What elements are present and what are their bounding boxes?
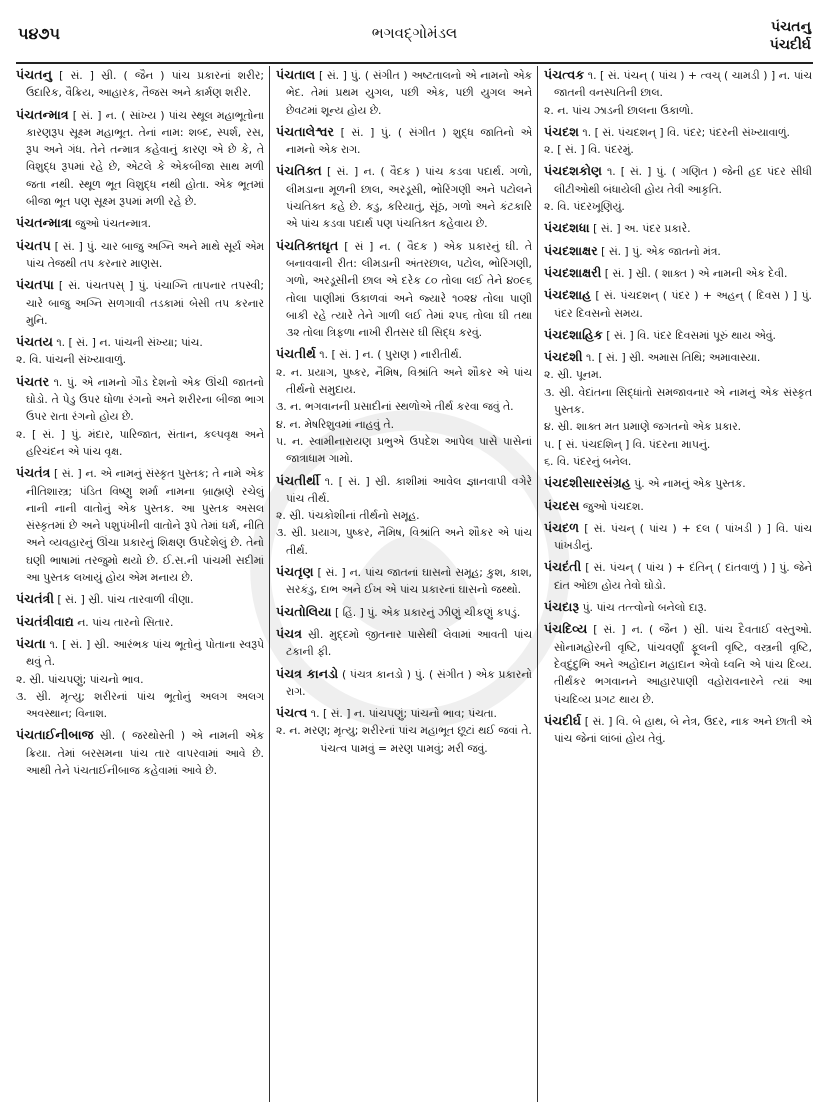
dictionary-entry xyxy=(276,472,532,559)
dictionary-entry xyxy=(544,326,812,344)
entry-headword: પંચદળ xyxy=(544,519,580,535)
column-1 xyxy=(16,66,264,1106)
entry-definition: [ સં. ] પું. ( સંગીત ) શુદ્ધ જાતિનો એ નામનો એક રાગ. xyxy=(286,125,532,157)
entry-headword: પંચતય xyxy=(16,334,53,350)
column-divider xyxy=(537,66,538,1102)
dictionary-entry xyxy=(544,162,812,215)
dictionary-entry xyxy=(276,563,532,599)
entry-definition: [ સં. પંચન્ ( પાંચ ) + દંતિન્ ( દાંતવાળું ) ] પું. જેને દાંત ઓછા હોય તેવો ઘોડો. xyxy=(554,561,812,592)
page-title: ભગવદ્ગોમંડલ xyxy=(371,24,458,42)
dictionary-entry xyxy=(16,66,264,102)
entry-headword: પંચત્ર xyxy=(276,625,302,641)
entry-definition: [ સં. ] પું. ચાર બાજુ અગ્નિ અને માથે સૂર્ય એમ પાંચ તેજથી તપ કરનાર માણસ. xyxy=(26,239,264,270)
header-divider xyxy=(16,62,813,64)
entry-definition: સ્રી. ( જરથોસ્તી ) એ નામની એક ક્રિયા. તેમાં બરસમના પાંચ તાર વાપરવામાં આવે છે. આથી તેને પંચતાઈનીબાજ કહેવામાં આવે છે. xyxy=(26,729,264,777)
entry-definition: ૧. [ સં. ] સ્રી. કાશીમાં આવેલ જ્ઞાનવાપી વગેરે પાંચ તીર્થ. xyxy=(286,474,532,505)
entry-headword: પંચદશાક્ષરી xyxy=(544,264,602,280)
dictionary-entry xyxy=(16,333,264,369)
entry-headword: પંચતંત્રી xyxy=(16,591,54,607)
page-number: ૫૪૭૫ xyxy=(18,24,61,43)
entry-sense: ૩. ન. ભગવાનની પ્રસાદીનાં સ્થળોએ તીર્થ કરવા જવું તે. xyxy=(276,400,514,414)
dictionary-entry xyxy=(544,474,812,492)
dictionary-entry xyxy=(16,106,264,211)
dictionary-entry xyxy=(16,590,264,608)
entry-sense: ૨. સ્રી. પૂનમ. xyxy=(544,368,603,382)
entry-headword: પંચદશકોણ xyxy=(544,163,603,179)
dictionary-entry xyxy=(16,635,264,722)
entry-headword: પંચતપ xyxy=(16,237,51,253)
dictionary-entry xyxy=(16,726,264,779)
dictionary-entry xyxy=(544,558,812,594)
entry-definition: [ સં. ] સ્રી. ( શાક્ત ) એ નામની એક દેવી. xyxy=(601,266,788,280)
entry-definition: [ સં. ] ન. પાંચ જાતનાં ઘાસનો સમૂહ; કુશ, કાશ, સરકંડુ, દાભ અને ઈખ એ પાંચ પ્રકારનાં ઘાસનો જથ્થો. xyxy=(286,566,532,597)
entry-definition: ૧. [ સં. ] ન. ( પુરાણ ) નારીતીર્થ. xyxy=(315,348,462,362)
dictionary-entry xyxy=(16,214,264,232)
entry-definition: ૧. [ સં. ] ન. પાંચની સંખ્યા; પાંચ. xyxy=(52,336,203,350)
dictionary-entry xyxy=(276,603,532,621)
dictionary-entry xyxy=(544,264,812,282)
entry-headword: પંચદશધા xyxy=(544,220,590,236)
entry-definition: ૧. [ સં. પંચદશન્ ] વિ. પંદર; પંદરની સંખ્યાવાળું. xyxy=(579,125,790,139)
entry-definition: ૧. [ સં. ] પું. ( ગણિત ) જેની હદ પંદર સીધી લીટીઓથી બંધાયેલી હોય તેવી આકૃતિ. xyxy=(554,165,812,196)
guide-words xyxy=(770,18,811,54)
entry-definition: [ સં. ] સ્રી. ( જૈન ) પાંચ પ્રકારનાં શરીર; ઉદારિક, વૈક્રિય, આહારક, તૈજસ અને કાર્મણ શરીર. xyxy=(26,69,264,100)
entry-definition: ૧. [ સં. ] સ્રી. આરંભક પાંચ ભૂતોનું પોતાના સ્વરૂપે થવું તે. xyxy=(26,637,264,669)
dictionary-entry xyxy=(276,123,532,159)
guide-word-first: પંચતનુ xyxy=(771,19,811,35)
guide-word-last: પંચદીર્ઘ xyxy=(769,37,811,53)
entry-sense: ૩. સ્રી. મૃત્યુ; શરીરનાં પાંચ ભૂતોનું અલગ અલગ અવસ્થાન; વિનાશ. xyxy=(16,689,264,721)
dictionary-entry xyxy=(544,348,812,470)
entry-headword: પંચદશાક્ષર xyxy=(544,242,598,258)
entry-sense: ૬. વિ. પંદરનું બનેલ. xyxy=(544,454,632,468)
entry-sense: ૨. ન. પાંચ ઝાડની છાલના ઉકાળો. xyxy=(544,103,694,117)
dictionary-entry xyxy=(544,712,812,748)
entry-definition: ( પંચત્ર કાનડો ) પું. ( સંગીત ) એક પ્રકારનો રાગ. xyxy=(286,667,532,698)
dictionary-entry xyxy=(544,242,812,260)
entry-headword: પંચતંત્રીવાદ્ય xyxy=(16,613,74,629)
dictionary-entry xyxy=(544,519,812,555)
entry-headword: પંચદંતી xyxy=(544,559,582,575)
entry-definition: [ સં. ] વિ. બે હાથ, બે નેત્ર, ઉદર, નાક અને છાતી એ પાંચ જેનાં લાંબાં હોય તેવું. xyxy=(554,714,812,746)
entry-headword: પંચતપા xyxy=(16,277,54,293)
entry-headword: પંચદશી xyxy=(544,349,583,365)
entry-definition: પું. એ નામનું એક પુસ્તક. xyxy=(630,477,746,491)
entry-headword: પંચતીર્થી xyxy=(276,472,320,488)
entry-definition: [ સં. ] અ. પંદર પ્રકારે. xyxy=(589,222,691,236)
entry-sense: ૨. ન. મરણ; મૃત્યુ; શરીરનાં પાંચ મહાભૂત છૂટાં થઈ જવાં તે. xyxy=(276,724,532,738)
entry-headword: પંચતિક્ત xyxy=(276,163,322,179)
entry-sense: ૨. સ્રી. પાંચપણું; પાંચનો ભાવ. xyxy=(16,672,144,686)
entry-headword: પંચતિક્તઘૃત xyxy=(276,237,339,253)
entry-headword: પંચતીર્થ xyxy=(276,346,316,362)
entry-headword: પંચતંત્ર xyxy=(16,465,51,481)
entry-headword: પંચતાલ xyxy=(276,67,316,82)
entry-headword: પંચત્ર કાનડો xyxy=(276,665,339,681)
entry-sense: ૨. [ સં. ] વિ. પંદરમું. xyxy=(544,143,634,157)
dictionary-entry xyxy=(276,704,532,757)
entry-definition: [ સં. ] પું. ( સંગીત ) અષ્ટતાલનો એ નામનો એક ભેદ. તેમાં પ્રથમ યુગલ, પછી એક, પછી યુગલ અને છેવટમાં શૂન્ય હોય છે. xyxy=(286,69,532,117)
dictionary-entry xyxy=(276,162,532,232)
entry-sense: ૫. ન. સ્વામીનારાયણ પ્રભુએ ઉપદેશ આપેલ પાસે પાસેનાં જાત્રાધામ ગામો. xyxy=(276,434,532,466)
entry-headword: પંચદશ xyxy=(544,123,579,139)
entry-headword: પંચતા xyxy=(16,635,46,651)
entry-headword: પંચદશાહિક xyxy=(544,326,603,342)
dictionary-entry xyxy=(544,620,812,707)
entry-sense: ૨. સ્રી. પંચકોશીનાં તીર્થનો સમૂહ. xyxy=(276,509,420,523)
entry-headword: પંચદશાહ xyxy=(544,287,592,303)
dictionary-entry xyxy=(544,598,812,616)
entry-definition: [ સં. પંચન્ ( પાંચ ) + દલ ( પાંખડી ) ] વિ. પાંચ પાંખડીનું. xyxy=(554,521,812,553)
entry-definition: [ સં. ] સ્રી. પાંચ તારવાળી વીણા. xyxy=(53,593,194,607)
dictionary-entry xyxy=(544,497,812,515)
entry-definition: [ સં. ] ન. એ નામનું સંસ્કૃત પુસ્તક; તે નામે એક નીતિશાસ્ત્ર; પંડિત વિષ્ણુ શર્મા નામના બ્રાહ્મણે રચેલું નાની નાની વાતોનું એક પુસ્તક. આ પુસ્તક અસલ સંસ્કૃતમાં છે અને પશુપંખીની વાતોને રૂપે તેમાં ધર્મ, નીતિ અને વ્યવહારનું ઊંચા પ્રકારનું શિક્ષણ ઉપદેશેલું છે. તેનો ઘણી ભાષામાં તરજુમો થયો છે. ઈ.સ.ની પાંચમી સદીમાં આ પુસ્તક લખાયું હોય એમ મનાય છે. xyxy=(26,467,264,585)
dictionary-entry xyxy=(276,237,532,342)
dictionary-entry xyxy=(544,66,812,119)
entry-headword: પંચતન્માત્રા xyxy=(16,215,72,231)
entry-sense: ૫. [ સં. પંચદશિન્ ] વિ. પંદરના માપનું. xyxy=(544,437,711,451)
dictionary-entry xyxy=(276,345,532,467)
entry-headword: પંચદશીસારસંગ્રહ xyxy=(544,475,631,491)
entry-headword: પંચદસ xyxy=(544,497,580,513)
dictionary-entry xyxy=(276,625,532,661)
dictionary-entry xyxy=(544,286,812,322)
entry-sense: ૩. સ્રી. વેદાંતના સિદ્ધાંતો સમજાવનાર એ નામનું એક સંસ્કૃત પુસ્તક. xyxy=(544,385,812,417)
entry-headword: પંચતાઈનીબાજ xyxy=(16,727,94,743)
entry-definition: સ્રી. મુદ્દમો જીતનાર પાસેથી લેવામાં આવતી પાંચ ટકાની ફી. xyxy=(286,627,532,659)
entry-definition: [ સં. ] ન. ( વૈદક ) પાંચ કડવા પદાર્થ. ગળો, લીમડાના મૂળની છાલ, અરડૂસી, ભોરિંગણી અને પટોલને પંચતિક્ત કહે છે. કડુ, કરિયાતું, સૂંઠ, ગળો અને કંટકારિ એ પાંચ કડવા પદાર્થ પણ પંચતિક્ત કહેવાય છે. xyxy=(286,165,532,231)
page-header xyxy=(18,18,811,58)
dictionary-entry xyxy=(276,66,532,119)
entry-definition: [ સં ] ન. ( વૈદક ) એક પ્રકારનું ઘી. તે બનાવવાની રીત: લીમડાની અંતરછાલ, પટોલ, ભોરિંગણી, ગળો, અરડૂસીની છાલ એ દરેક ૮૦ તોલા લઈ તેને ૪૦૯૬ તોલા પાણીમાં ઉકાળવાં અને જ્યારે ૧૦૨૪ તોલા પાણી બાકી રહે ત્યારે તેને ગાળી લઈ તેમાં ૨૫૬ તોલા ઘી તથા ૩૨ તોલા ત્રિફળા નાખી રીતસર ઘી સિદ્ધ કરવું. xyxy=(286,239,532,340)
dictionary-entry xyxy=(544,123,812,159)
entry-definition: ૧. [ સં. પંચન્ ( પાંચ ) + ત્વચ્ ( ચામડી ) ] ન. પાંચ જાતની વનસ્પતિની છાલ. xyxy=(554,69,812,100)
dictionary-entry xyxy=(16,373,264,460)
entry-sense: ૨. [ સં. ] પું. મંદાર, પારિજાત, સંતાન, કલ્પવૃક્ષ અને હરિચંદન એ પાંચ વૃક્ષ. xyxy=(16,427,264,458)
entry-definition: જુઓ પંચદશ. xyxy=(579,499,644,513)
entry-headword: પંચદિવ્ય xyxy=(544,621,588,637)
entry-definition: [ સં. ] ન. ( સાંખ્ય ) પાંચ સ્થૂલ મહાભૂતોના કારણરૂપ સૂક્ષ્મ મહાભૂત. તેનાં નામ: શબ્દ, સ્પર્શ, રસ, રૂપ અને ગંધ. તેને તન્માત્ર કહેવાનું કારણ એ છે કે, તે વિશુદ્ધ રૂપમાં રહે છે, એટલે કે એકબીજા સાથ મળી જતા નથી. સ્થૂળ ભૂત વિશુદ્ધ નથી હોતા. એક ભૂતમાં બીજા ભૂત પણ સૂક્ષ્મ રૂપમાં મળી રહે છે. xyxy=(26,108,264,209)
entry-headword: પંચતન્માત્ર xyxy=(16,106,69,122)
entry-headword: પંચતાલેશ્વર xyxy=(276,123,334,139)
entry-sense: ૩. સ્રી. પ્રયાગ, પુષ્કર, નૈમિષ, વિશ્રાંતિ અને શૌકર એ પાંચ તીર્થ. xyxy=(276,526,532,557)
dictionary-entry xyxy=(544,219,812,237)
dictionary-entry xyxy=(16,276,264,329)
dictionary-entry xyxy=(16,237,264,273)
entry-definition: [ સં. પંચદશન્ ( પંદર ) + અહન્ ( દિવસ ) ] પું. પંદર દિવસનો સમય. xyxy=(554,289,812,320)
column-divider xyxy=(269,66,270,1102)
entry-definition: [ સં. પંચતપસ્ ] પું. પંચાગ્નિ તાપનાર તપસ્વી; ચારે બાજુ અગ્નિ સળગાવી તડકામાં બેસી તપ કરનાર મુનિ. xyxy=(26,279,264,327)
entry-definition: [ સં. ] વિ. પંદર દિવસમાં પૂરું થાય એવું. xyxy=(602,328,776,342)
column-3 xyxy=(544,66,812,1106)
dictionary-entry xyxy=(276,665,532,701)
dictionary-entry xyxy=(16,464,264,586)
entry-definition: ૧. [ સં. ] સ્રી. અમાસ તિથિ; અમાવાસ્યા. xyxy=(582,351,761,365)
entry-headword: પંચત્વ xyxy=(276,705,308,721)
entry-definition: [ સં. ] પું. એક જાતનો મંત્ર. xyxy=(597,244,721,258)
entry-headword: પંચતનુ xyxy=(16,67,52,82)
entry-definition: ૧. [ સં. ] ન. પાંચપણું; પાંચનો ભાવ; પંચતા. xyxy=(307,707,497,721)
entry-headword: પંચતર xyxy=(16,373,50,389)
entry-sense: ૨. વિ. પંદરખૂણિયું. xyxy=(544,200,625,214)
column-2 xyxy=(276,66,532,1106)
entry-definition: [ સં. ] ન. ( જૈન ) સ્રી. પાંચ દૈવતાઈ વસ્તુઓ. સોનામહોરની વૃષ્ટિ, પાંચવર્ણાં ફૂલની વૃષ્ટિ, વસ્ત્રની વૃષ્ટિ, દેવદુંદુભિ અને અહોદાન મહાદાન એવો ધ્વનિ એ પાંચ દિવ્ય. તીર્થંકર ભગવાનને આહારપાણી વહોરાવનારને ત્યાં આ પંચદિવ્ય પ્રગટ થાય છે. xyxy=(554,623,812,706)
dictionary-entry xyxy=(16,613,264,631)
entry-sense: ૨. વિ. પાંચની સંખ્યાવાળું. xyxy=(16,353,127,367)
entry-definition: ન. પાંચ તારનો સિતાર. xyxy=(73,615,174,629)
entry-definition: ૧. પું. એ નામનો ગૌડ દેશનો એક ઊંચી જાતનો ઘોડો. તે પેડુ ઉપર ધોળા રંગનો અને શરીરના બીજા ભાગ ઉપર રાતા રંગનો હોય છે. xyxy=(26,375,264,424)
entry-sense: ૪. ન. મેષરિશુવમાં નાહવું તે. xyxy=(276,417,395,431)
entry-headword: પંચતૃણ xyxy=(276,564,314,580)
entry-headword: પંચદારૂ xyxy=(544,599,580,615)
entry-headword: પંચદીર્ઘ xyxy=(544,712,582,728)
entry-sense: ૪. સ્રી. શાક્ત મત પ્રમાણે જગતનો એક પ્રકાર. xyxy=(544,420,742,434)
entry-definition: જુઓ પંચતન્માત્ર. xyxy=(71,217,152,231)
entry-headword: પંચત્વક xyxy=(544,67,585,82)
entry-definition: [ હિં. ] પું. એક પ્રકારનું ઝીણું ચીકણું કપડું. xyxy=(331,605,521,619)
entry-headword: પંચતોલિયા xyxy=(276,603,332,619)
entry-idiom: પંચત્વ પામવું = મરણ પામવું; મરી જવું. xyxy=(320,741,488,755)
entry-sense: ૨. ન. પ્રયાગ, પુષ્કર, નૈમિષ, વિશ્રાંતિ અને શૌકર એ પાંચ તીર્થનો સમુદાય. xyxy=(276,365,532,397)
entry-definition: પું. પાંચ તત્ત્વોનો બનેલો દારૂ. xyxy=(579,601,707,615)
